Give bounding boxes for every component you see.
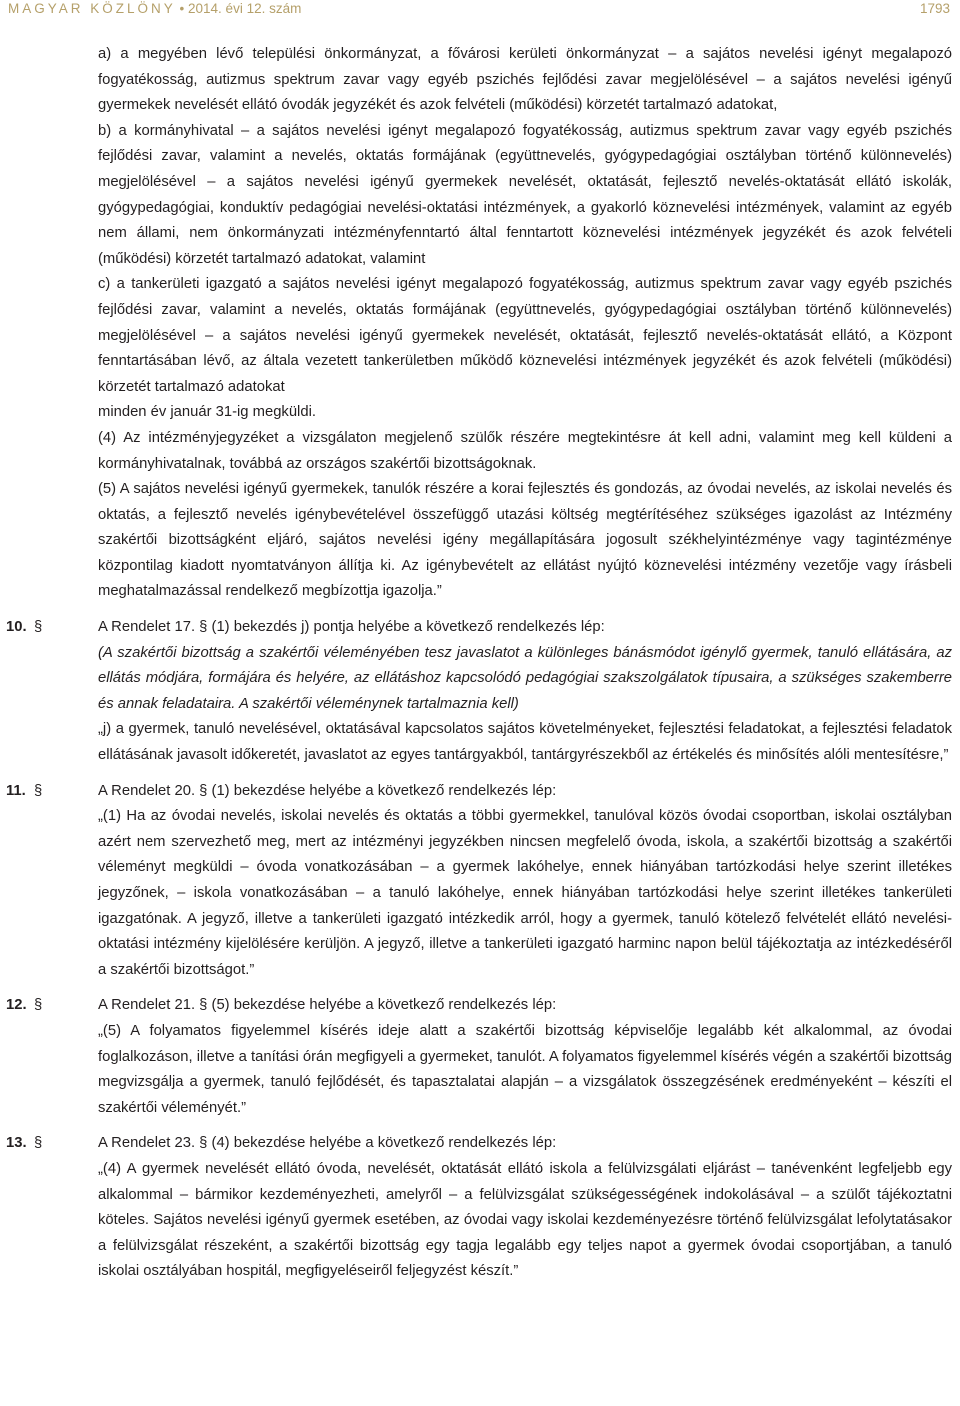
page-header [0, 0, 960, 20]
section-heading: A Rendelet 21. § (5) bekezdése helyébe a következő rendelkezés lép: [98, 997, 557, 1014]
section-heading: A Rendelet 23. § (4) bekezdése helyébe a következő rendelkezés lép: [98, 1135, 557, 1152]
section-mark: § [34, 997, 43, 1014]
section-mark: § [34, 782, 43, 799]
section-mark: § [34, 1135, 43, 1152]
paragraph-5: (5) A sajátos nevelési igényű gyermekek, tanulók részére a korai fejlesztés és gondozás, az óvodai nevelés, az iskolai nevelés és oktatás, a fejlesztő nevelés igénybevételével összefüggő utazási költség megtérítéséhez szükséges igazolást az Intézmény szakértői bizottságként eljáró, sajátos nevelési igény megállapítására jogosult székhelyintézménye vagy tagintézménye központilag kiadott nyomtatványon állítja ki. Az igénybevételt az ellátást nyújtó köznevelési intézmény vezetője vagy írásbeli meghatalmazással rendelkező megbízottja igazolja.” [98, 481, 952, 600]
issue-label: • 2014. évi 12. szám [179, 1, 302, 16]
section-11 [0, 779, 960, 984]
section-body: „(1) Ha az óvodai nevelés, iskolai nevelés és oktatás a többi gyermekkel, tanulóval közös óvodai csoportban, iskolai osztályban azért nem szervezhető meg, mert az intézményi jegyzékben nincsen megfelelő óvoda, iskola, a szakértői bizottság a szakértői véleményt megküldi – óvoda vonatkozásában – a gyermek lakóhelye, ennek hiányában tartózkodási helye szerint illetékes jegyzőnek, – iskola vonatkozásában – a tanuló lakóhelye, ennek hiányában tartózkodási helye szerint illetékes tankerületi igazgatónak. A jegyző, illetve a tankerületi igazgató intézkedik arról, hogy a gyermek, tanuló kötelező felvételét ellátó nevelési-oktatási intézmény kijelölésére kerüljön. A jegyző, illetve a tankerületi igazgató harminc napon belül tájékoztatja az intézkedéséről a szakértői bizottságot.” [98, 808, 952, 978]
paragraph-a: a) a megyében lévő települési önkormányzat, a fővárosi kerületi önkormányzat – a sajátos nevelési igényt megalapozó fogyatékosság, autizmus spektrum zavar vagy egyéb pszichés fejlődési zavar megjelölésével – a sajátos nevelési igényű gyermekek nevelését ellátó óvodák jegyzékét és azok felvételi (működési) körzetét tartalmazó adatokat, [98, 46, 952, 114]
section-italic-intro: (A szakértői bizottság a szakértői véleményében tesz javaslatot a különleges bánásmódot igénylő gyermek, tanuló ellátására, az ellátás módjára, formájára és helyére, az ellátáshoz kapcsolódó pedagógiai szakszolgálatok típusaira, a szükséges szakemberre és annak feladataira. A szakértői véleménynek tartalmaznia kell) [98, 644, 952, 712]
section-13 [0, 1131, 960, 1285]
section-number: 11. [6, 782, 26, 799]
section-number: 10. [6, 619, 27, 636]
paragraph-deadline: minden év január 31-ig megküldi. [98, 404, 316, 421]
section-number: 13. [6, 1135, 27, 1152]
section-mark: § [34, 619, 43, 636]
section-10 [0, 615, 960, 769]
section-heading: A Rendelet 20. § (1) bekezdése helyébe a következő rendelkezés lép: [98, 782, 557, 799]
page-number: 1793 [919, 1, 950, 16]
paragraph-b: b) a kormányhivatal – a sajátos nevelési igényt megalapozó fogyatékosság, autizmus spektrum zavar vagy egyéb pszichés fejlődési zavar, valamint a nevelés, oktatás formájának (együttnevelés, gyógypedagógiai osztályban történő különnevelés) megjelölésével – a sajátos nevelési igényű gyermekek nevelését, oktatását, fejlesztő nevelés-oktatását ellátó iskolák, gyógypedagógiai, konduktív pedagógiai nevelési-oktatási intézmények, a gyakorló köznevelési intézmények, valamint az egyéb nem állami, nem önkormányzati intézményfenntartó által fenntartott köznevelési intézmények jegyzékét és azok felvételi (működési) körzetét tartalmazó adatokat, valamint [98, 122, 952, 267]
section-body: „j) a gyermek, tanuló nevelésével, oktatásával kapcsolatos sajátos követelményeket, fejlesztési feladatokat, a fejlesztési feladatok ellátásának javasolt időkeretét, javaslatot az egyes tantárgyakból, tantárgyrészekből az értékelés és minősítés alóli mentesítésre,” [98, 721, 952, 764]
journal-title: MAGYAR KÖZLÖNY [8, 1, 176, 16]
page-body [0, 42, 960, 1285]
section-number: 12. [6, 997, 27, 1014]
section-body: „(4) A gyermek nevelését ellátó óvoda, nevelését, oktatását ellátó iskola a felülvizsgálati eljárást – tanévenként legfeljebb egy alkalommal – bármikor kezdeményezheti, amelyről – a felülvizsgálat szükségességének indokolásával – a szülőt tájékoztatni köteles. Sajátos nevelési igényű gyermek esetében, az óvodai vagy iskolai kezdeményezésre történő felülvizsgálat lefolytatásakor a felülvizsgálat részeként, a szakértői bizottság egy tagja legalább egy teljes napot a gyermek óvodai csoportjában, a tanuló iskolai osztályában hospitál, megfigyeléseiről feljegyzést készít.” [98, 1160, 952, 1280]
paragraph-4: (4) Az intézményjegyzéket a vizsgálaton megjelenő szülők részére megtekintésre át kell adni, valamint meg kell küldeni a kormányhivatalnak, továbbá az országos szakértői bizottságoknak. [98, 429, 952, 472]
paragraph-c: c) a tankerületi igazgató a sajátos nevelési igényt megalapozó fogyatékosság, autizmus spektrum zavar vagy egyéb pszichés fejlődési zavar, valamint a nevelés, oktatás formájának (együttnevelés, gyógypedagógiai osztályban történő különnevelés) megjelölésével – a sajátos nevelési igényű gyermekek nevelését, oktatását, fejlesztő nevelés-oktatását ellátó, a Központ fenntartásában lévő, az általa vezetett tankerületben működő köznevelési intézmények jegyzékét és azok felvételi (működési) körzetét tartalmazó adatokat [98, 276, 952, 395]
section-heading: A Rendelet 17. § (1) bekezdés j) pontja helyébe a következő rendelkezés lép: [98, 619, 605, 636]
running-head [8, 1, 301, 16]
section-12 [0, 993, 960, 1121]
section-body: „(5) A folyamatos figyelemmel kísérés ideje alatt a szakértői bizottság képviselője legalább két alkalommal, az óvodai foglalkozáson, illetve a tanítási órán megfigyeli a gyermeket, tanulót. A folyamatos figyelemmel kísérés végén a szakértői bizottság megvizsgálja a gyermek, tanuló fejlődését, és tapasztalatai alapján – a vizsgálatok összegzésének eredményeként – készíti el szakértői véleményét.” [98, 1022, 952, 1116]
